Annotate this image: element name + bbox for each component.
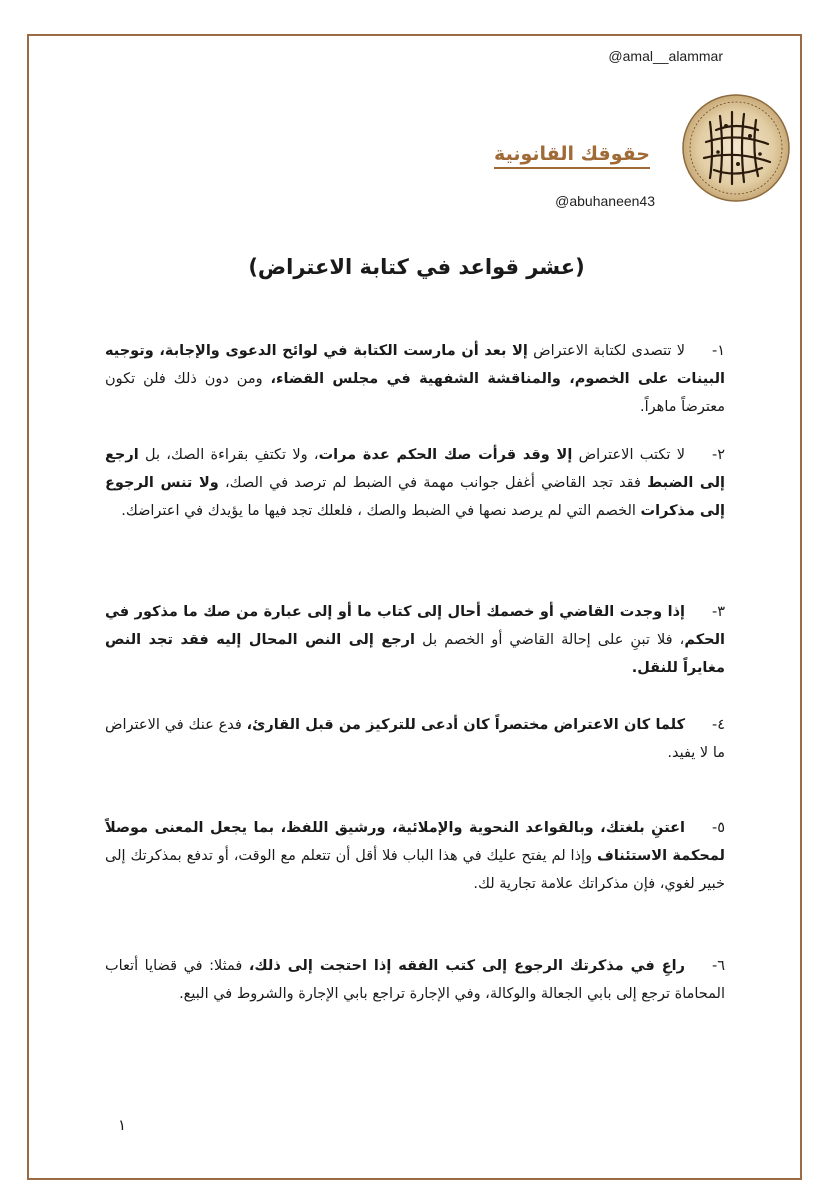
rule-text: ومن دون ذلك فلن تكون معترضاً ماهراً. <box>105 371 725 415</box>
rule-text: وإذا لم يفتح عليك في هذا الباب فلا أقل أن تتعلم مع الوقت، أو تدفع بمذكرتك إلى خبير لغوي، فإن مذكراتك علامة تجارية لك. <box>105 848 725 892</box>
top-handle: @amal__alammar <box>608 48 723 64</box>
rule-text: الخصم التي لم يرصد نصها في الضبط والصك ، فلعلك تجد فيها ما يؤيدك في اعتراضك. <box>121 503 641 519</box>
rule-text: فقد تجد القاضي أغفل جوانب مهمة في الضبط لم ترصد في الصك، <box>218 475 648 491</box>
rule-number: ٦- <box>711 958 725 974</box>
rule-number: ١- <box>711 343 725 359</box>
rule-text-bold: ولا تنس الرجوع إلى مذكرات <box>105 475 725 519</box>
arabic-calligraphy-seal-icon <box>680 92 792 204</box>
rule-number: ٥- <box>711 820 725 836</box>
rule-text: ، فلا تبنِ على إحالة القاضي أو الخصم بل <box>415 632 685 648</box>
rule-text: فدع عنك في الاعتراض ما لا يفيد. <box>105 717 725 761</box>
rule-item <box>105 441 725 525</box>
rule-number: ٣- <box>711 604 725 620</box>
rule-text-bold: ارجع إلى النص المحال إليه فقد تجد النص مغايراً للنقل. <box>105 632 725 676</box>
rule-number: ٢- <box>711 447 725 463</box>
rule-text-bold: إلا وقد قرأت صك الحكم عدة مرات <box>318 447 573 463</box>
rule-number: ٤- <box>711 717 726 733</box>
rule-item <box>105 814 725 898</box>
rule-text-bold: اعتنِ بلغتك، وبالقواعد النحوية والإملائية، ورشيق اللفظ، بما يجعل المعنى موصلاً لمحكمة الاستئناف <box>105 820 725 864</box>
rule-text-bold: كلما كان الاعتراض مختصراً كان أدعى للتركيز من قبل القارئ، <box>246 717 686 733</box>
rule-text-bold: إذا وجدت القاضي أو خصمك أحال إلى كتاب ما أو إلى عبارة من صك ما مذكور في الحكم <box>105 604 725 648</box>
brand-title: حقوقك القانونية <box>494 143 650 169</box>
rule-item <box>105 952 725 1008</box>
rule-item <box>105 711 725 767</box>
rule-text: لا تتصدى لكتابة الاعتراض <box>527 343 685 359</box>
sub-handle: @abuhaneen43 <box>555 193 655 209</box>
document-title: (عشر قواعد في كتابة الاعتراض) <box>248 255 585 279</box>
rule-text-bold: راعِ في مذكرتك الرجوع إلى كتب الفقه إذا احتجت إلى ذلك، <box>248 958 685 974</box>
rule-text-bold: ارجع إلى الضبط <box>105 447 725 491</box>
rule-item <box>105 337 725 421</box>
page-number: ١ <box>118 1116 127 1134</box>
rule-item <box>105 598 725 682</box>
rule-text: ، ولا تكتفِ بقراءة الصك، بل <box>138 447 319 463</box>
rule-text: لا تكتب الاعتراض <box>572 447 685 463</box>
rule-text: فمثلا: في قضايا أتعاب المحاماة ترجع إلى بابي الجعالة والوكالة، وفي الإجارة تراجع بابي الإجارة والشروط في البيع. <box>105 958 725 1002</box>
rule-text-bold: إلا بعد أن مارست الكتابة في لوائح الدعوى والإجابة، وتوجيه البينات على الخصوم، والمناقشة الشفهية في مجلس القضاء، <box>105 343 725 387</box>
